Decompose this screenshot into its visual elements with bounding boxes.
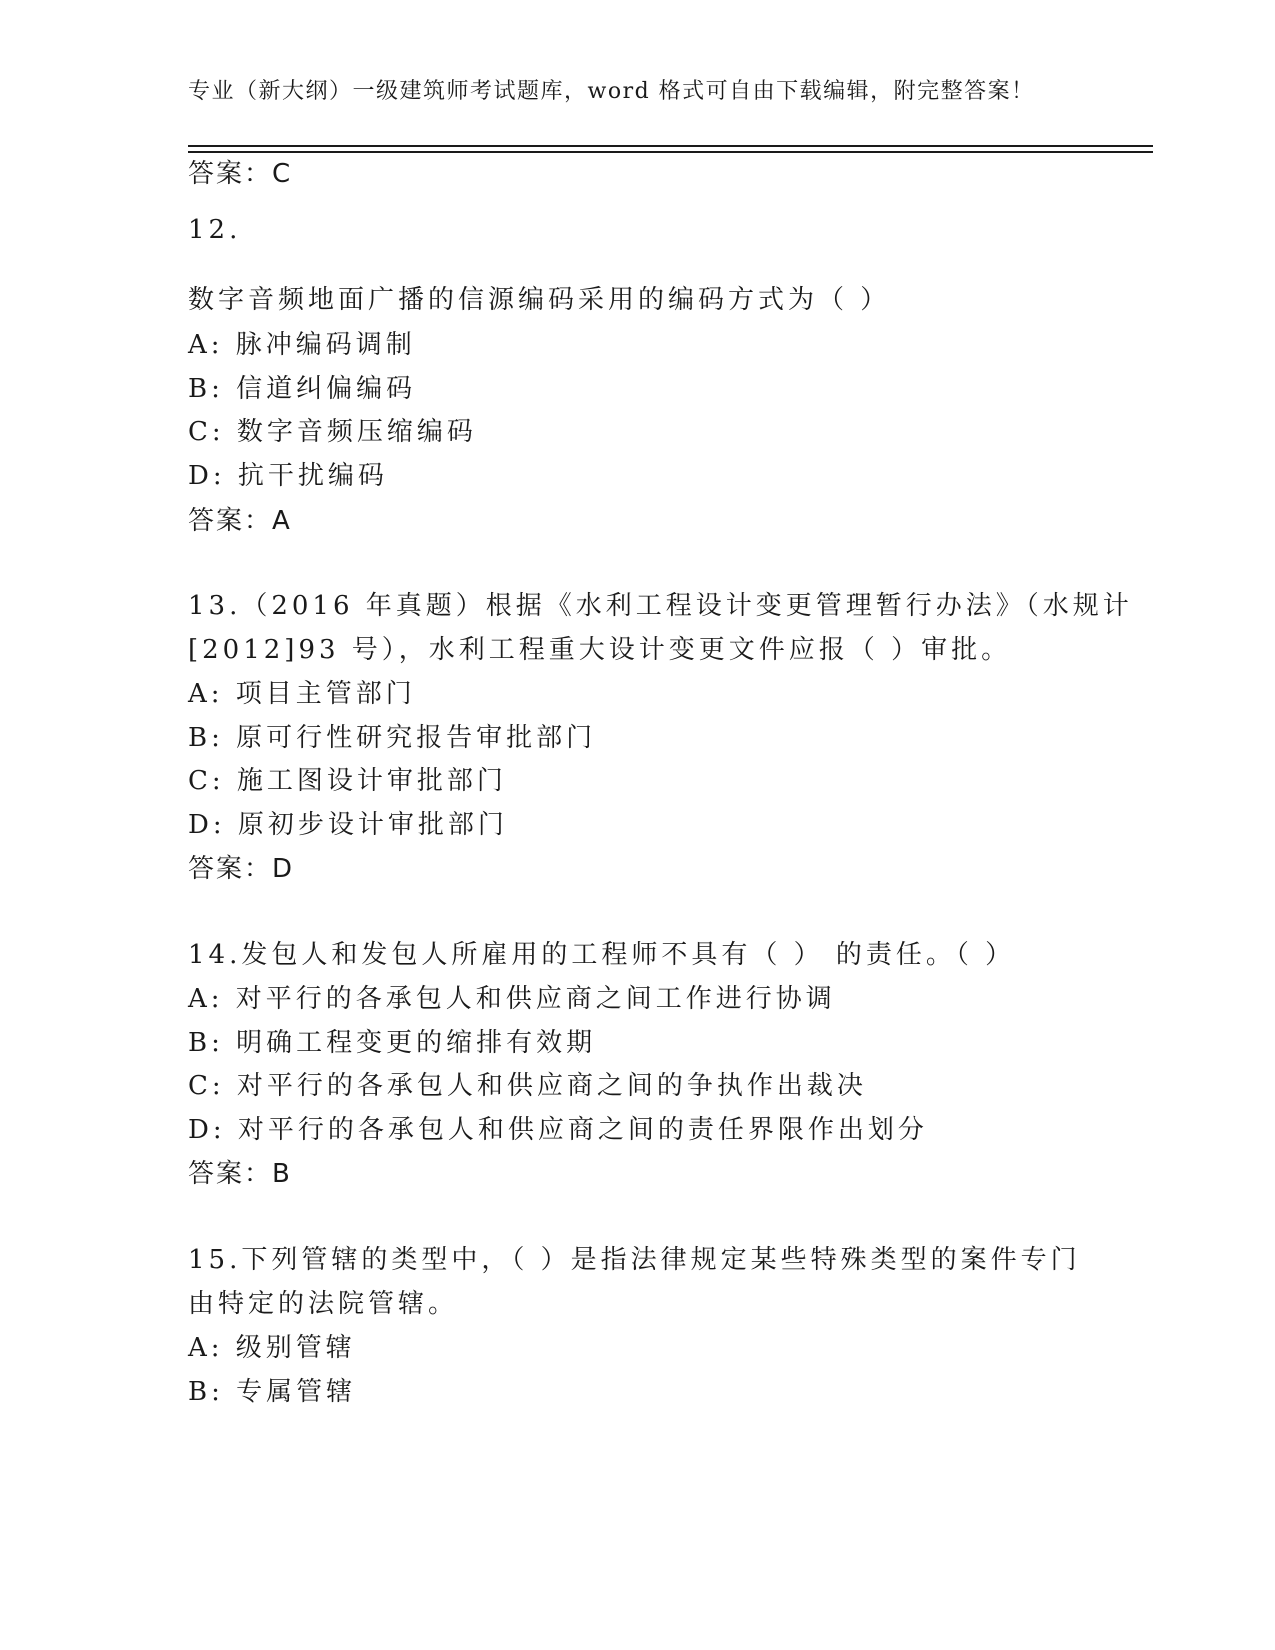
option-a: A: 脉冲编码调制 (188, 330, 416, 360)
option-b: B: 明确工程变更的缩排有效期 (188, 1028, 597, 1058)
option-c: C: 数字音频压缩编码 (188, 417, 477, 447)
page-header: 专业（新大纲）一级建筑师考试题库，word 格式可自由下载编辑，附完整答案！ (188, 79, 1035, 104)
option-b: B: 专属管辖 (188, 1377, 357, 1407)
answer-label: 答案：A (188, 506, 292, 536)
question-stem-continued: [2012]93 号），水利工程重大设计变更文件应报（ ）审批。 (188, 635, 1012, 665)
question-stem: 13.（2016 年真题）根据《水利工程设计变更管理暂行办法》（水规计 (188, 591, 1133, 621)
option-b: B: 信道纠偏编码 (188, 374, 417, 404)
answer-label: 答案：B (188, 1159, 292, 1189)
option-b: B: 原可行性研究报告审批部门 (188, 723, 597, 753)
option-d: D: 原初步设计审批部门 (188, 810, 508, 840)
option-d: D: 对平行的各承包人和供应商之间的责任界限作出划分 (188, 1115, 928, 1145)
question-stem: 15.下列管辖的类型中，（ ）是指法律规定某些特殊类型的案件专门 (188, 1245, 1081, 1275)
option-a: A: 项目主管部门 (188, 679, 416, 709)
question-stem-continued: 由特定的法院管辖。 (188, 1289, 459, 1319)
question-number: 12. (188, 215, 242, 245)
question-stem: 14.发包人和发包人所雇用的工程师不具有（ ） 的责任。（ ） (188, 940, 1016, 970)
header-rule-bottom (188, 151, 1153, 153)
answer-label: 答案：D (188, 854, 295, 884)
option-c: C: 对平行的各承包人和供应商之间的争执作出裁决 (188, 1071, 867, 1101)
option-d: D: 抗干扰编码 (188, 461, 388, 491)
answer-label: 答案：C (188, 159, 293, 189)
question-stem: 数字音频地面广播的信源编码采用的编码方式为（ ） (188, 285, 891, 315)
option-c: C: 施工图设计审批部门 (188, 766, 507, 796)
option-a: A: 级别管辖 (188, 1333, 356, 1363)
option-a: A: 对平行的各承包人和供应商之间工作进行协调 (188, 984, 836, 1014)
header-rule-top (188, 145, 1153, 147)
